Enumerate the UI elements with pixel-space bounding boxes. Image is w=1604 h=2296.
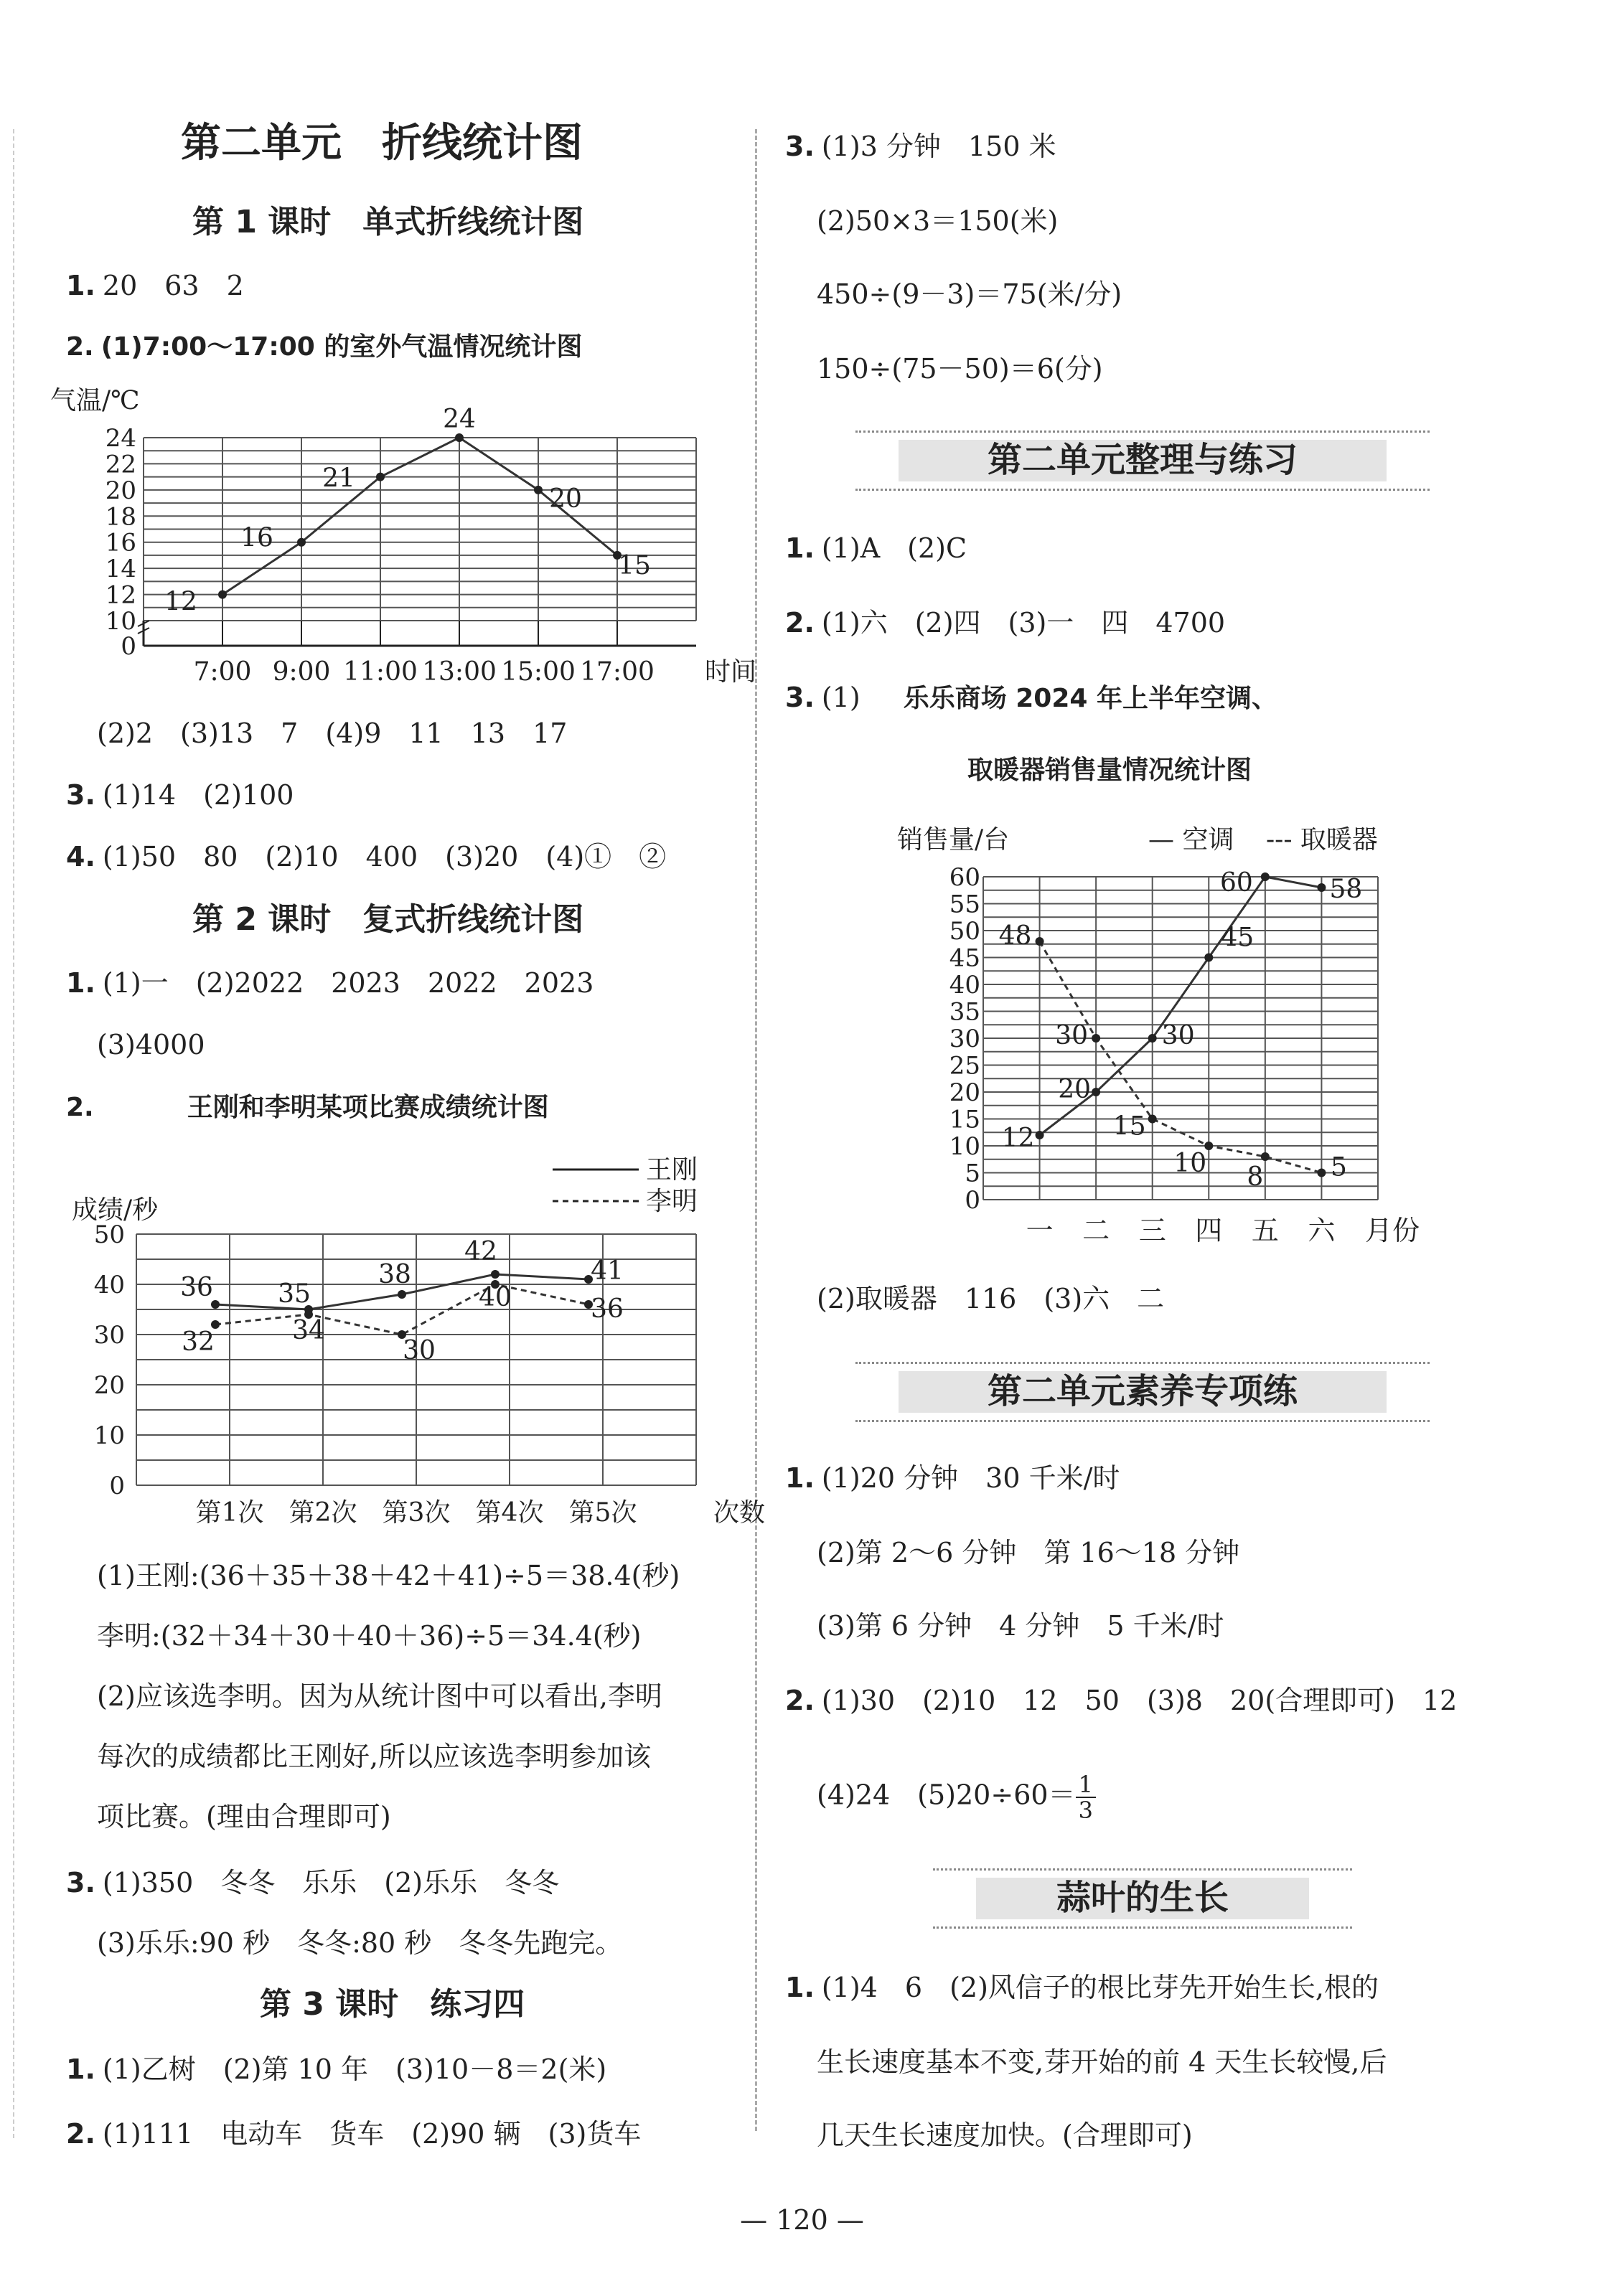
data-label: 42 xyxy=(464,1237,497,1266)
l2-q1 xyxy=(66,966,594,1000)
sales-line-chart xyxy=(818,818,1536,1248)
data-point xyxy=(1148,1115,1157,1124)
legend-heater: --- 取暖器 xyxy=(1266,825,1378,855)
data-label: 20 xyxy=(1058,1075,1092,1104)
y-tick-label: 22 xyxy=(105,450,136,479)
data-label: 30 xyxy=(1055,1021,1089,1050)
x-tick-label: 第2次 xyxy=(289,1498,357,1528)
banner-unit-review xyxy=(855,430,1430,491)
x-tick-label: 二 xyxy=(1082,1215,1110,1246)
data-point xyxy=(376,473,385,481)
x-tick-label: 第4次 xyxy=(475,1498,544,1528)
page-number: — 120 — xyxy=(740,2204,864,2236)
answer-text: 20 63 2 xyxy=(102,270,244,301)
x-axis-label: 月份 xyxy=(1364,1215,1420,1246)
banner-garlic-growth xyxy=(933,1868,1352,1929)
y-tick-label: 0 xyxy=(121,632,136,661)
data-label: 15 xyxy=(618,550,651,580)
y-tick-label: 16 xyxy=(105,528,136,557)
r-b1-q2 xyxy=(785,606,1225,640)
x-tick-label: 11:00 xyxy=(343,657,418,687)
data-label: 38 xyxy=(378,1260,411,1289)
r-q3-calc2: 150÷(75－50)＝6(分) xyxy=(817,353,1103,385)
q-number: 1. xyxy=(785,1462,815,1494)
l2-a1: (1)王刚:(36＋35＋38＋42＋41)÷5＝38.4(秒) xyxy=(97,1560,680,1591)
y-tick-label: 35 xyxy=(949,997,980,1027)
y-tick-label: 24 xyxy=(105,424,136,453)
lesson2-heading: 第 2 课时 复式折线统计图 xyxy=(192,901,584,938)
data-label: 10 xyxy=(1173,1149,1207,1178)
data-label: 35 xyxy=(278,1279,311,1309)
data-point xyxy=(1261,1152,1270,1161)
q-number: 2. xyxy=(66,2118,95,2150)
q-number: 1. xyxy=(785,1972,815,2003)
answer-text: (1)50 80 (2)10 400 (3)20 (4)① ② xyxy=(102,841,667,872)
y-tick-label: 10 xyxy=(93,1421,125,1450)
data-label: 41 xyxy=(591,1256,624,1286)
y-tick-label: 12 xyxy=(105,580,136,610)
l2-q1-part3: (3)4000 xyxy=(97,1029,205,1060)
answer-text: (1)350 冬冬 乐乐 (2)乐乐 冬冬 xyxy=(102,1867,560,1899)
q-number: 4. xyxy=(66,841,95,872)
y-tick-label: 5 xyxy=(965,1159,980,1188)
l1-q2-answers: (2)2 (3)13 7 (4)9 11 13 17 xyxy=(97,718,568,749)
answer-text: (1)30 (2)10 12 50 (3)8 20(合理即可) 12 xyxy=(821,1685,1458,1716)
y-tick-label: 30 xyxy=(949,1025,980,1053)
answer-text: (1)A (2)C xyxy=(821,532,967,564)
l1-q4 xyxy=(66,839,666,874)
r-b1-q1 xyxy=(785,531,967,565)
q-number: 1. xyxy=(66,2053,95,2085)
l3-q1 xyxy=(66,2052,606,2086)
y-tick-label: 15 xyxy=(949,1105,980,1134)
fraction-numerator: 1 xyxy=(1076,1772,1096,1798)
x-tick-label: 一 xyxy=(1026,1215,1054,1246)
legend-label: 王刚 xyxy=(646,1155,698,1185)
data-label: 16 xyxy=(240,523,273,553)
l2-a3: (2)应该选李明。因为从统计图中可以看出,李明 xyxy=(97,1680,662,1712)
answer-text: (1)111 电动车 货车 (2)90 辆 (3)货车 xyxy=(102,2118,642,2150)
data-label: 40 xyxy=(479,1283,512,1312)
l2-a2: 李明:(32＋34＋30＋40＋36)÷5＝34.4(秒) xyxy=(97,1620,642,1652)
q-number: 2. xyxy=(66,332,94,362)
lesson1-heading: 第 1 课时 单式折线统计图 xyxy=(192,204,584,240)
data-label: 12 xyxy=(164,587,197,617)
x-tick-label: 四 xyxy=(1195,1215,1223,1246)
answer-text: (1)14 (2)100 xyxy=(102,779,294,811)
y-tick-label: 20 xyxy=(105,476,136,505)
r-b2-q1-part3: (3)第 6 分钟 4 分钟 5 千米/时 xyxy=(817,1610,1224,1642)
data-point xyxy=(491,1270,500,1279)
r-b2-q2-part2 xyxy=(817,1772,1096,1822)
q-number: 2. xyxy=(66,1093,94,1122)
data-point xyxy=(297,538,306,547)
data-label: 34 xyxy=(292,1316,325,1345)
l2-q3 xyxy=(66,1866,559,1900)
y-axis-label: 成绩/秒 xyxy=(72,1195,159,1225)
q-number: 3. xyxy=(785,131,815,162)
q-number: 3. xyxy=(66,1867,95,1899)
l1-q3 xyxy=(66,778,294,812)
y-tick-label: 14 xyxy=(105,555,136,584)
r-b3-q1-part3: 几天生长速度加快。(合理即可) xyxy=(817,2119,1193,2151)
y-tick-label: 18 xyxy=(105,502,136,532)
x-tick-label: 第1次 xyxy=(195,1498,264,1528)
x-tick-label: 五 xyxy=(1251,1215,1279,1246)
data-label: 21 xyxy=(322,464,355,494)
r-b2-q1-part2: (2)第 2～6 分钟 第 16～18 分钟 xyxy=(817,1537,1240,1568)
answer-text: (1)3 分钟 150 米 xyxy=(821,131,1056,162)
x-tick-label: 9:00 xyxy=(272,657,331,687)
data-label: 8 xyxy=(1247,1162,1264,1192)
x-tick-label: 7:00 xyxy=(193,657,252,687)
r-b3-q1-part2: 生长速度基本不变,芽开始的前 4 天生长较慢,后 xyxy=(817,2046,1387,2078)
data-point xyxy=(398,1290,406,1299)
banner-title: 第二单元整理与练习 xyxy=(987,440,1298,480)
q-number: 2. xyxy=(785,1685,815,1716)
q-number: 1. xyxy=(66,270,95,301)
data-point xyxy=(1317,1169,1326,1177)
temperature-line-chart xyxy=(50,380,757,696)
y-tick-label: 45 xyxy=(949,944,980,973)
data-point xyxy=(1261,872,1270,881)
y-tick-label: 40 xyxy=(93,1271,125,1299)
data-label: 36 xyxy=(591,1294,624,1324)
y-tick-label: 10 xyxy=(105,607,136,636)
data-label: 32 xyxy=(182,1327,215,1357)
data-point xyxy=(1317,883,1326,892)
lesson3-heading: 第 3 课时 练习四 xyxy=(260,1986,525,2023)
r-b2-q1 xyxy=(785,1461,1120,1495)
data-label: 30 xyxy=(1161,1021,1195,1050)
r-q3-part2: (2)50×3＝150(米) xyxy=(817,205,1059,237)
data-label: 15 xyxy=(1112,1111,1146,1142)
l3-q2 xyxy=(66,2117,641,2151)
data-point xyxy=(1036,1131,1044,1139)
fraction-denominator: 3 xyxy=(1078,1797,1093,1824)
x-axis-label: 次数 xyxy=(713,1498,766,1528)
data-point xyxy=(1148,1034,1157,1043)
chart-title-line2: 取暖器销售量情况统计图 xyxy=(967,756,1252,785)
l2-q2 xyxy=(66,1091,549,1125)
y-tick-label: 0 xyxy=(965,1186,980,1215)
data-point xyxy=(1092,1034,1100,1043)
q-number: 2. xyxy=(785,607,815,639)
data-label: 30 xyxy=(403,1336,436,1365)
chart-title: 王刚和李明某项比赛成绩统计图 xyxy=(187,1093,549,1122)
x-tick-label: 六 xyxy=(1308,1215,1336,1246)
y-tick-label: 55 xyxy=(949,890,980,919)
y-tick-label: 20 xyxy=(949,1078,980,1107)
data-label: 24 xyxy=(443,405,476,434)
answer-prefix: (1) xyxy=(821,682,860,713)
x-tick-label: 第3次 xyxy=(382,1498,451,1528)
answer-text: (4)24 (5)20÷60＝ xyxy=(817,1779,1076,1811)
banner-title: 蒜叶的生长 xyxy=(1056,1878,1229,1918)
l2-a4: 每次的成绩都比王刚好,所以应该选李明参加该 xyxy=(97,1741,652,1772)
q-number: 1. xyxy=(785,532,815,564)
q-number: 3. xyxy=(785,682,815,713)
answer-text: (1)7:00～17:00 的室外气温情况统计图 xyxy=(100,332,583,362)
y-tick-label: 20 xyxy=(93,1371,125,1400)
fraction-one-third xyxy=(1076,1772,1096,1822)
y-tick-label: 50 xyxy=(93,1220,125,1249)
data-label: 58 xyxy=(1329,875,1363,904)
data-point xyxy=(1204,954,1213,962)
x-tick-label: 15:00 xyxy=(501,657,576,687)
page-edge-line xyxy=(13,129,14,2138)
y-tick-label: 25 xyxy=(949,1051,980,1081)
data-point xyxy=(534,486,543,494)
answer-text: (1)4 6 (2)风信子的根比芽先开始生长,根的 xyxy=(821,1972,1379,2003)
l2-q3-part3: (3)乐乐:90 秒 冬冬:80 秒 冬冬先跑完。 xyxy=(97,1927,623,1959)
data-point xyxy=(1092,1088,1100,1096)
data-label: 48 xyxy=(998,921,1032,951)
data-label: 5 xyxy=(1330,1152,1347,1182)
y-tick-label: 30 xyxy=(93,1321,125,1350)
data-label: 36 xyxy=(180,1273,213,1302)
r-b2-q2 xyxy=(785,1683,1457,1718)
answer-text: (1)六 (2)四 (3)一 四 4700 xyxy=(821,607,1226,639)
data-label: 45 xyxy=(1221,923,1254,953)
banner-literacy-practice xyxy=(855,1362,1430,1422)
y-axis-label: 气温/℃ xyxy=(50,386,140,415)
y-tick-label: 10 xyxy=(949,1132,980,1161)
x-tick-label: 第5次 xyxy=(568,1498,637,1528)
r-q3-calc1: 450÷(9－3)＝75(米/分) xyxy=(817,278,1122,310)
l1-q1 xyxy=(66,268,244,303)
y-tick-label: 50 xyxy=(949,917,980,946)
answer-text: (1)一 (2)2022 2023 2022 2023 xyxy=(102,967,594,999)
x-tick-label: 13:00 xyxy=(422,657,497,687)
answer-text: (1)20 分钟 30 千米/时 xyxy=(821,1462,1120,1494)
answer-text: (1)乙树 (2)第 10 年 (3)10－8＝2(米) xyxy=(102,2053,607,2085)
x-tick-label: 17:00 xyxy=(580,657,655,687)
data-label: 20 xyxy=(549,484,582,514)
y-axis-label: 销售量/台 xyxy=(897,825,1010,855)
r-q3 xyxy=(785,129,1056,164)
l2-a5: 项比赛。(理由合理即可) xyxy=(97,1801,391,1832)
y-tick-label: 40 xyxy=(949,971,980,999)
x-axis-label: 时间 xyxy=(705,657,757,687)
data-point xyxy=(218,591,227,599)
q-number: 1. xyxy=(66,967,95,999)
r-b1-q3 xyxy=(785,680,1277,716)
y-tick-label: 60 xyxy=(949,863,980,892)
data-label: 60 xyxy=(1219,868,1253,898)
score-line-chart xyxy=(72,1141,766,1543)
data-label: 12 xyxy=(1001,1124,1035,1153)
q-number: 3. xyxy=(66,779,95,811)
chart-title-line1: 乐乐商场 2024 年上半年空调、 xyxy=(903,684,1277,713)
data-point xyxy=(1036,937,1044,946)
series-line-heater xyxy=(1040,941,1322,1173)
unit-title: 第二单元 折线统计图 xyxy=(181,120,583,166)
y-tick-label: 0 xyxy=(109,1472,125,1500)
x-tick-label: 三 xyxy=(1138,1215,1166,1246)
data-point xyxy=(455,433,464,442)
r-b1-q3-answers: (2)取暖器 116 (3)六 二 xyxy=(817,1283,1165,1314)
r-b3-q1 xyxy=(785,1970,1379,2005)
column-divider xyxy=(755,129,757,2131)
banner-title: 第二单元素养专项练 xyxy=(987,1371,1298,1411)
legend-label: 李明 xyxy=(646,1187,698,1216)
l1-q2 xyxy=(66,330,582,364)
legend-ac: — 空调 xyxy=(1148,825,1234,855)
